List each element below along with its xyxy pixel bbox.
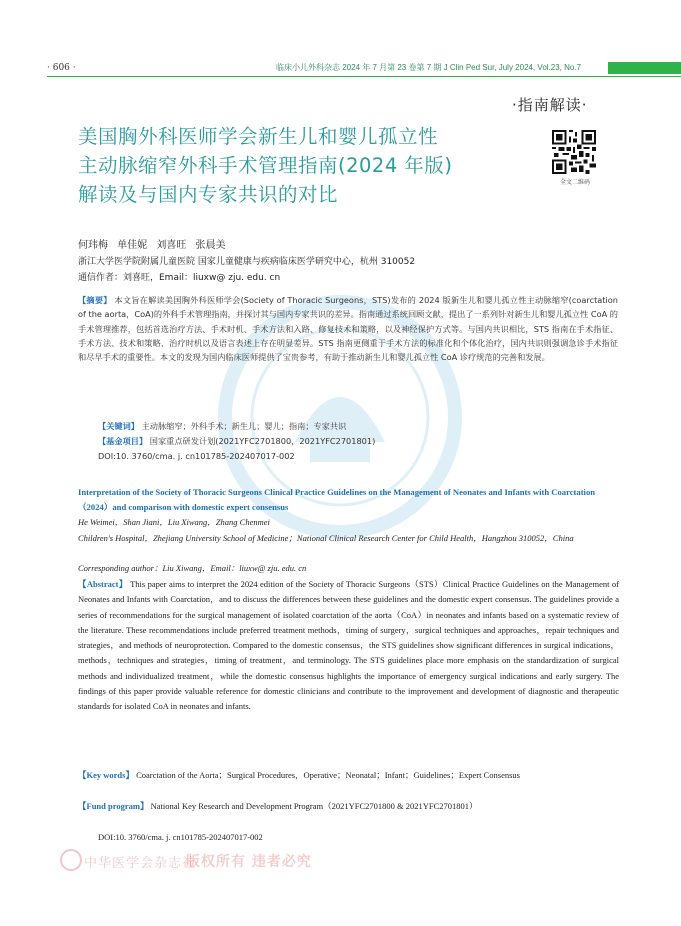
publisher-seal-icon [60,849,82,871]
header-color-bar [608,62,681,74]
title-line-2: 主动脉缩窄外科手术管理指南(2024 年版) [78,154,453,177]
copyright-mark: 版权所有 违者必究 [186,854,312,870]
affiliation-cn: 浙江大学医学院附属儿童医院 国家儿童健康与疾病临床医学研究中心，杭州 310052 [78,257,416,267]
abstract-cn-text: 本文旨在解读美国胸外科医师学会(Society of Thoracic Surgeons，STS)发布的 2024 版新生儿和婴儿孤立性主动脉缩窄(coarctation of the aorta，CoA)的外科手术管理指南，并探讨其与国内专家共识的差异。指南通过系统回顾文献，提出了一系列针对新生儿和婴儿孤立性 CoA 的手术管理推荐，包括首选治疗方法、手术时机、手术方法和入路、修复技术和策略，以及神经保护方式等。与国内共识相比，STS 指南在手术指征、手术方法、技术和策略、治疗时机以及语言表述上存在明显差异。STS 指南更侧重于手术方法的标准化和个体化治疗，国内共识则强调急诊手术指征和尽早手术的重要性。本文的发现为国内临床医师提供了宝贵参考，有助于推动新生儿和婴儿孤立性 CoA 诊疗规范的完善和发展。 [78,295,618,363]
keywords-cn [98,421,618,432]
keywords-cn-text: 主动脉缩窄；外科手术；新生儿；婴儿；指南；专家共识 [141,421,347,431]
qr-code-icon[interactable] [552,130,596,174]
article-title [78,122,518,209]
abstract-cn-label: 【摘要】 [78,295,112,305]
authors-cn: 何玮梅 单佳妮 刘喜旺 张晨美 [78,240,226,251]
keywords-en-label: 【Key words】 [78,770,134,780]
section-label: ·指南解读· [512,96,588,114]
corresponding-en: Corresponding author：Liu Xiwang，Email：liuxw@ zju. edu. cn [78,563,307,573]
fund-en [78,799,619,814]
qr-caption: 全文二维码 [559,179,590,186]
doi-cn[interactable]: DOI:10. 3760/cma. j. cn101785-202407017-002 [98,451,295,461]
affiliation-en: Children's Hospital，Zhejiang University School of Medicine；National Clinical Research Center for Child Health，Hangzhou 310052，China [78,533,574,543]
fund-cn [98,436,618,447]
authors-en: He Weimei，Shan Jiani，Liu Xiwang，Zhang Chenmei [78,517,270,527]
article-title-en: Interpretation of the Society of Thoracic Surgeons Clinical Practice Guidelines on the Management of Neonates and Infants with Coarctation（2024）and comparison with domestic expert consensus [78,487,596,512]
page-number: · 606 · [47,63,76,73]
header-rule [47,76,681,77]
abstract-cn [78,293,618,364]
keywords-en-text: Coarctation of the Aorta；Surgical Procedures，Operative；Neonatal；Infant；Guidelines；Expert Consensus [136,770,520,780]
fund-cn-text: 国家重点研发计划(2021YFC2701800，2021YFC2701801) [149,436,376,446]
doi-en[interactable]: DOI:10. 3760/cma. j. cn101785-202407017-002 [98,832,263,842]
keywords-en [78,768,619,783]
keywords-cn-label: 【关键词】 [98,421,139,431]
fund-en-label: 【Fund program】 [78,801,149,811]
corresponding-cn: 通信作者：刘喜旺，Email：liuxw@ zju. edu. cn [78,273,281,283]
fund-en-text: National Key Research and Development Program（2021YFC2701800 & 2021YFC2701801） [150,801,478,811]
title-line-3: 解读及与国内专家共识的对比 [78,183,339,206]
abstract-en [78,577,619,715]
fund-cn-label: 【基金项目】 [98,436,148,446]
publisher-logo: 中华医学会杂志社 [84,856,197,871]
abstract-en-label: 【Abstract】 [78,579,128,589]
title-line-1: 美国胸外科医师学会新生儿和婴儿孤立性 [78,125,439,148]
journal-header: 临床小儿外科杂志 2024 年 7 月第 23 卷第 7 期 J Clin Ped Sur, July 2024, Vol.23, No.7 [276,63,582,72]
abstract-en-text: This paper aims to interpret the 2024 edition of the Society of Thoracic Surgeons（STS）Clinical Practice Guidelines on the Management of Neonates and Infants with Coarctation，and to discuss the differences between these guidelines and the domestic expert consensus. The guidelines provide a series of recommendations for the surgical management of isolated coarctation of the aorta（CoA）in neonates and infants based on a systematic review of the literature. These recommendations include preferred treatment methods，timing of surgery，surgical techniques and approaches，repair techniques and strategies，and methods of neuroprotection. Compared to the domestic consensus，the STS guidelines show significant differences in surgical indications，methods，techniques and strategies，timing of treatment，and terminology. The STS guidelines place more emphasis on the standardization of surgical methods and individualized treatment，while the domestic consensus highlights the importance of emergency surgical indications and early surgery. The findings of this paper provide valuable reference for domestic clinicians and contribute to the improvement and development of diagnostic and therapeutic standards for isolated CoA in neonates and infants. [78,579,619,712]
